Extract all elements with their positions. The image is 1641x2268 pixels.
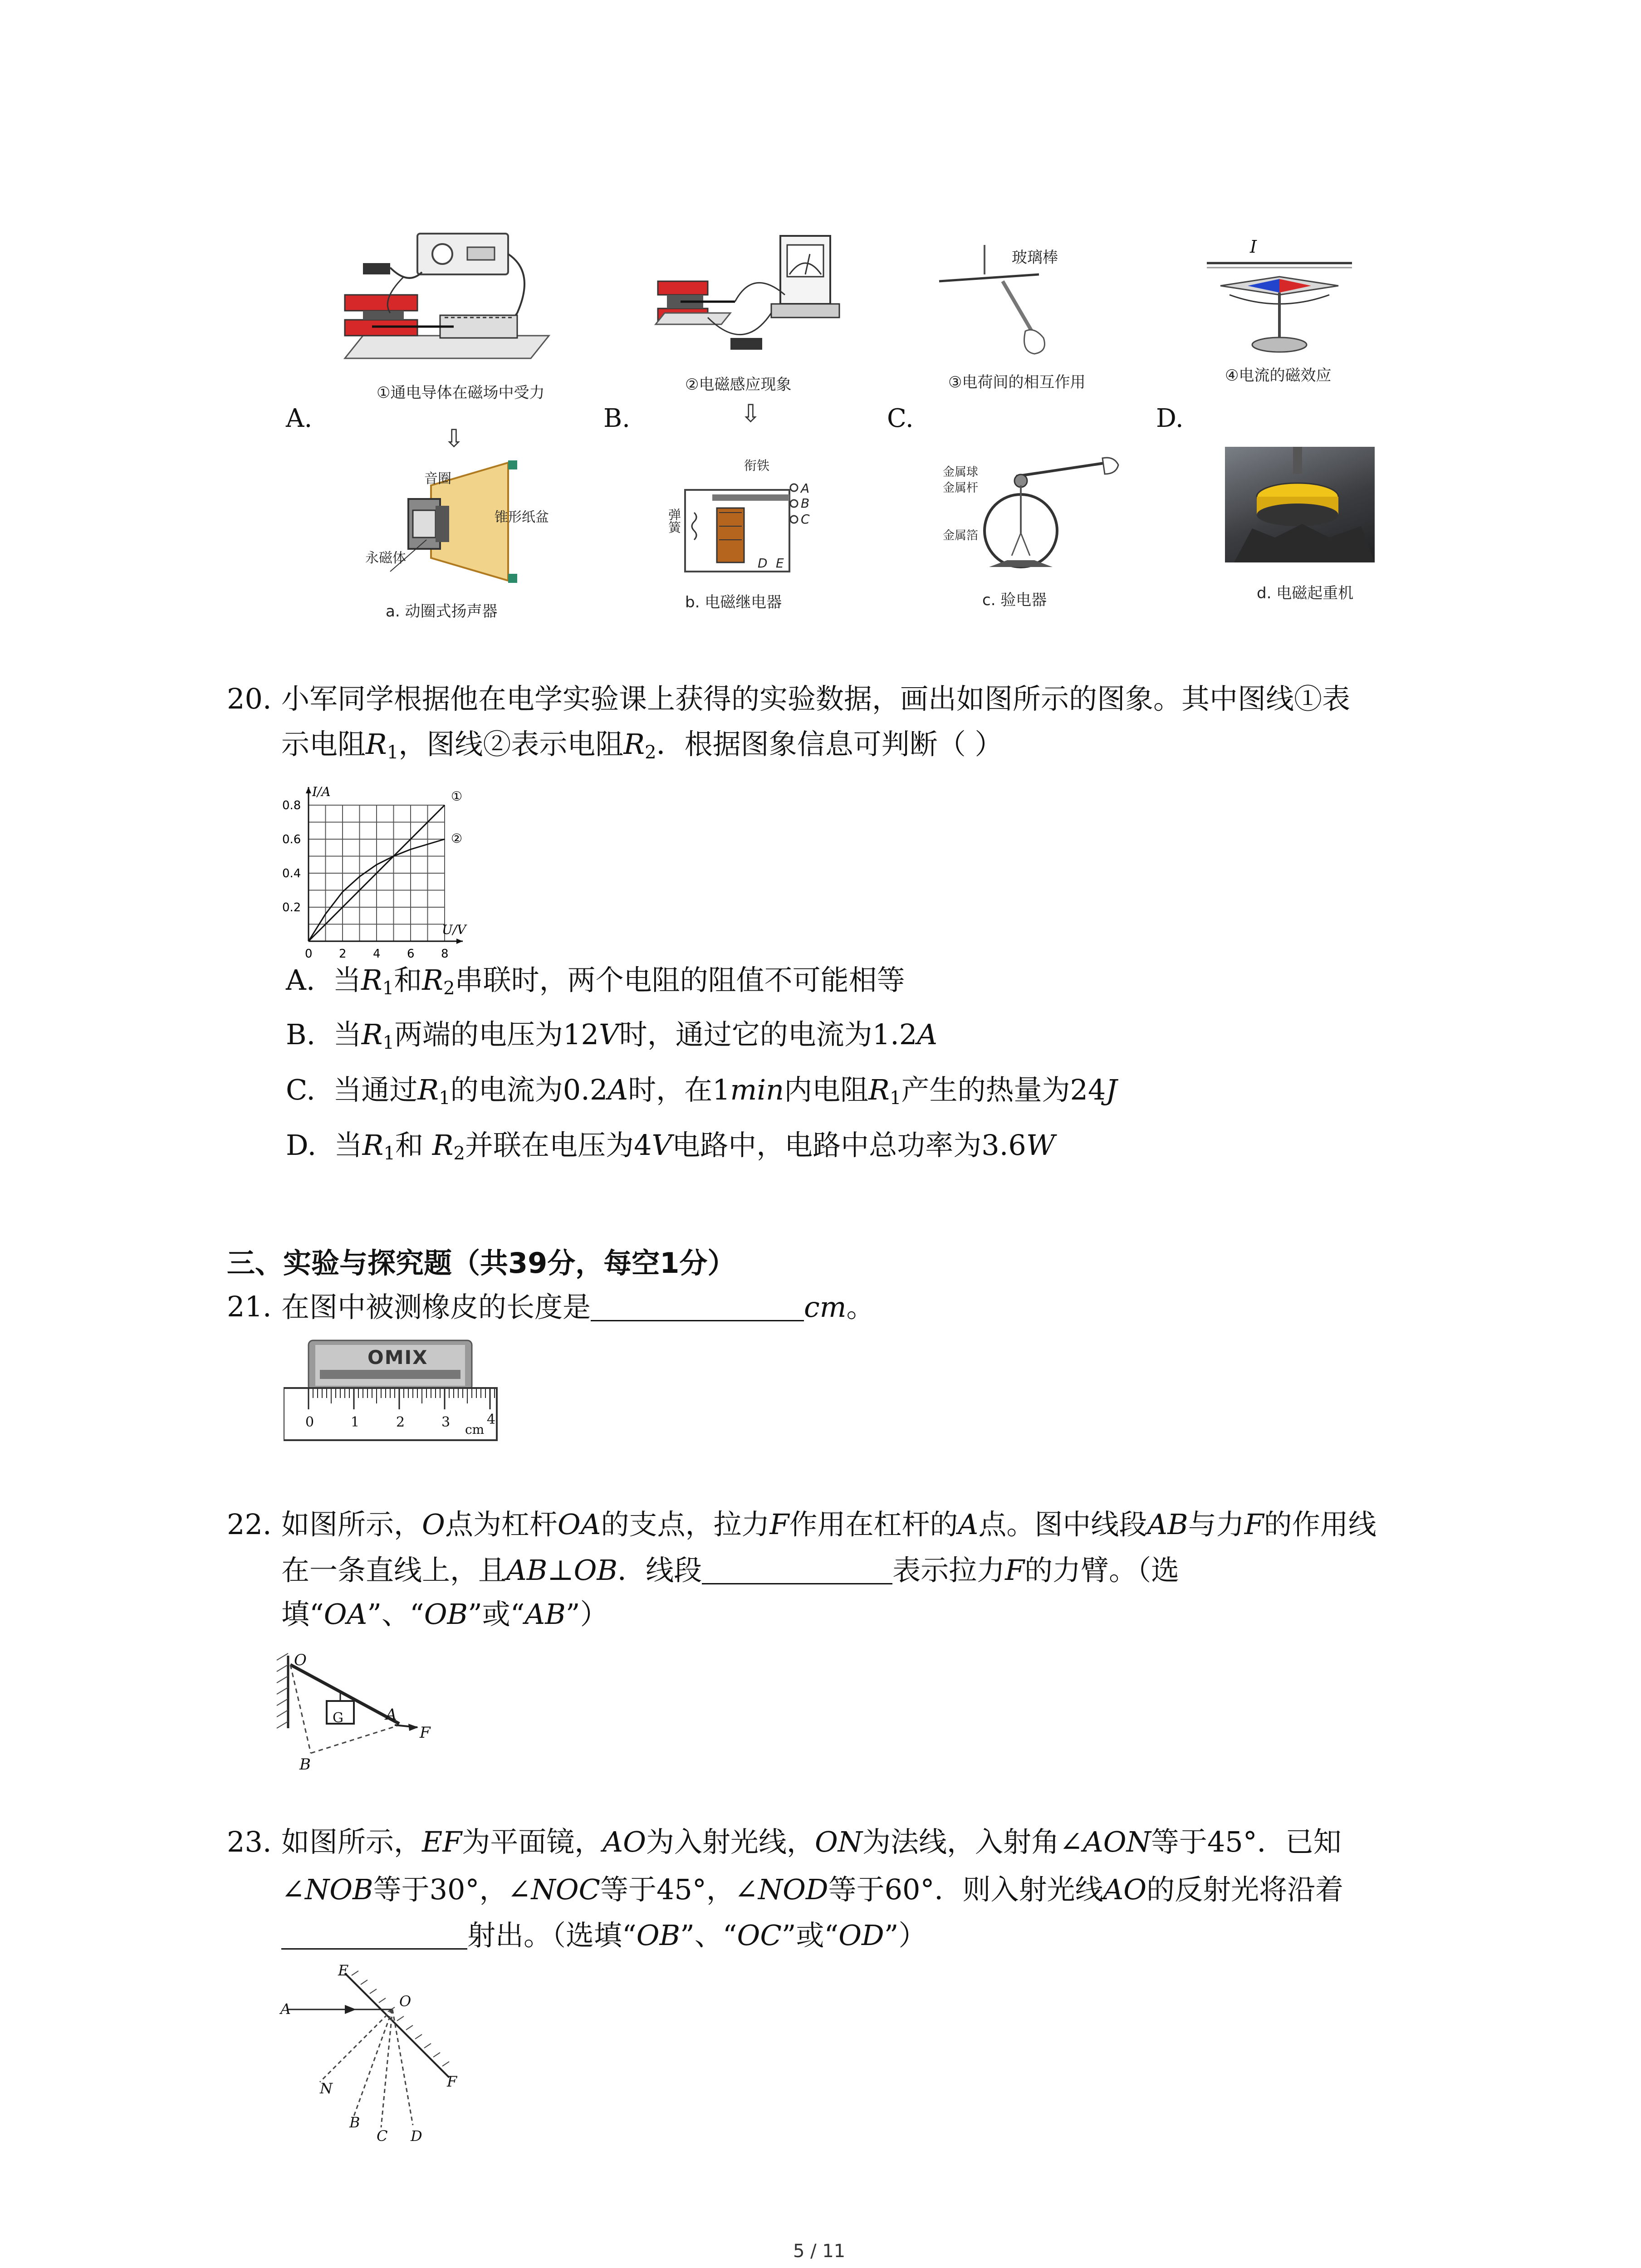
answer-blank-22[interactable] — [702, 1556, 892, 1584]
y-axis-arrow — [306, 787, 311, 793]
x-tick-label: 4 — [373, 947, 381, 961]
x-tick-label: 0 — [305, 947, 313, 961]
question-22-line2: 在一条直线上，且AB⊥OB．线段 表示拉力F的力臂。（选 — [281, 1554, 1180, 1587]
series-label: ② — [451, 831, 463, 846]
question-20-number: 20. — [227, 682, 272, 715]
photo-electromagnet-crane — [1225, 447, 1375, 562]
label-spring: 弹簧 — [666, 508, 681, 533]
label-glass-rod: 玻璃棒 — [1012, 249, 1058, 267]
label-armature: 衔铁 — [744, 458, 770, 473]
label-relay-c: C — [801, 512, 810, 527]
down-arrow-icon: ⇩ — [740, 399, 761, 428]
ruler-tick-label: 0 — [305, 1414, 314, 1430]
caption-option-a: ①通电导体在磁场中受力 — [377, 384, 545, 402]
label-relay-b: B — [801, 496, 810, 511]
x-tick-label: 8 — [441, 947, 449, 961]
mirror-label-b: B — [349, 2114, 360, 2131]
figure-option-d-oersted — [1202, 236, 1357, 367]
option-20-d[interactable]: D. 当$R_1$和 $R_2$并联在电压为4V电路中，电路中总功率为3.6W — [286, 1129, 1055, 1164]
mirror-label-f: F — [447, 2073, 457, 2090]
answer-blank-23[interactable] — [281, 1921, 467, 1950]
iu-chart-svg — [277, 778, 485, 968]
question-23-number: 23. — [227, 1825, 272, 1858]
y-tick-label: 0.8 — [282, 799, 301, 812]
label-magnet: 永磁体 — [365, 550, 406, 566]
label-relay-d: D — [758, 556, 768, 571]
y-tick-label: 0.6 — [282, 833, 301, 846]
option-b-letter: B. — [603, 404, 630, 433]
ruler-unit-label: cm — [465, 1422, 485, 1437]
down-arrow-icon: ⇩ — [444, 424, 465, 453]
lever-label-g: G — [333, 1710, 343, 1726]
answer-blank-21[interactable] — [591, 1293, 804, 1321]
option-c-letter: C. — [887, 404, 914, 433]
eraser-brand-label: OMIX — [367, 1346, 428, 1369]
caption-option-b: ②电磁感应现象 — [685, 376, 792, 394]
label-current-i: I — [1250, 237, 1257, 257]
option-a-letter: A. — [286, 404, 313, 433]
mirror-label-n: N — [320, 2080, 333, 2097]
question-20-stem-line2: 示电阻$R_1$，图线②表示电阻$R_2$．根据图象信息可判断（ ） — [281, 728, 1003, 763]
option-20-a[interactable]: A. 当$R_1$和$R_2$串联时，两个电阻的阻值不可能相等 — [286, 963, 905, 999]
caption-option-d: ④电流的磁效应 — [1225, 367, 1332, 385]
ruler-tick-label: 4 — [487, 1412, 496, 1427]
ruler-tick-label: 3 — [441, 1414, 451, 1430]
page-number: 5 / 11 — [793, 2241, 846, 2262]
x-tick-label: 2 — [339, 947, 347, 961]
label-metal-rod: 金属杆 — [943, 481, 979, 495]
option-20-c[interactable]: C. 当通过$R_1$的电流为0.2A时，在1min内电阻$R_1$产生的热量为24J — [286, 1073, 1117, 1109]
caption-crane: d. 电磁起重机 — [1257, 584, 1354, 602]
option-20-b[interactable]: B. 当$R_1$两端的电压为12V时，通过它的电流为1.2A — [286, 1018, 938, 1054]
mirror-label-d: D — [411, 2127, 422, 2145]
lever-label-o: O — [294, 1651, 307, 1669]
label-voice-coil: 音圈 — [424, 471, 451, 487]
lever-label-a: A — [386, 1706, 397, 1724]
y-axis-label: I/A — [312, 784, 331, 799]
label-cone: 锥形纸盆 — [495, 509, 549, 525]
option-d-letter: D. — [1156, 404, 1184, 433]
figure-option-a-motor — [336, 222, 572, 399]
y-tick-label: 0.4 — [282, 867, 301, 880]
mirror-label-c: C — [377, 2127, 388, 2145]
label-relay-a: A — [801, 481, 810, 496]
x-axis-label: U/V — [442, 922, 466, 937]
iu-graph — [277, 778, 485, 968]
label-metal-foil: 金属箔 — [943, 529, 979, 543]
figure-plane-mirror — [277, 1966, 467, 2148]
series-label: ① — [451, 789, 463, 804]
caption-electroscope: c. 验电器 — [982, 591, 1047, 609]
question-21-stem: 在图中被测橡皮的长度是 cm。 — [281, 1290, 875, 1324]
question-20-stem-line1: 小军同学根据他在电学实验课上获得的实验数据，画出如图所示的图象。其中图线①表 — [281, 682, 1351, 715]
figure-option-b-induction — [653, 227, 853, 381]
ruler-tick-label: 1 — [351, 1414, 360, 1430]
section-3-title: 三、实验与探究题（共39分，每空1分） — [227, 1246, 736, 1280]
y-tick-label: 0.2 — [282, 901, 301, 914]
x-tick-label: 6 — [407, 947, 415, 961]
mirror-label-a: A — [280, 2000, 291, 2018]
question-22-number: 22. — [227, 1508, 272, 1541]
label-metal-ball: 金属球 — [943, 465, 979, 479]
question-21-number: 21. — [227, 1290, 272, 1323]
figure-electroscope — [971, 454, 1125, 585]
ruler-tick-label: 2 — [396, 1414, 405, 1430]
caption-relay: b. 电磁继电器 — [685, 593, 782, 611]
lever-label-f: F — [420, 1724, 431, 1742]
caption-speaker: a. 动圈式扬声器 — [386, 602, 498, 621]
question-23-line3: 射出。（选填“OB”、“OC”或“OD”） — [281, 1921, 926, 1950]
lever-label-b: B — [299, 1755, 311, 1774]
label-relay-e: E — [776, 556, 784, 571]
question-22-line3: 填“OA”、“OB”或“AB”） — [281, 1598, 608, 1631]
mirror-label-o: O — [399, 1993, 411, 2010]
x-axis-arrow — [456, 938, 463, 944]
question-23-line1: 如图所示，EF为平面镜，AO为入射光线，ON为法线，入射角∠AON等于45°．已知 — [281, 1825, 1342, 1858]
question-23-line2: ∠NOB等于30°，∠NOC等于45°，∠NOD等于60°．则入射光线AO的反射光将沿着 — [281, 1873, 1344, 1906]
mirror-label-e: E — [338, 1962, 349, 1979]
question-22-line1: 如图所示，O点为杠杆OA的支点，拉力F作用在杠杆的A点。图中线段AB与力F的作用线 — [281, 1508, 1376, 1541]
caption-option-c: ③电荷间的相互作用 — [948, 373, 1086, 391]
